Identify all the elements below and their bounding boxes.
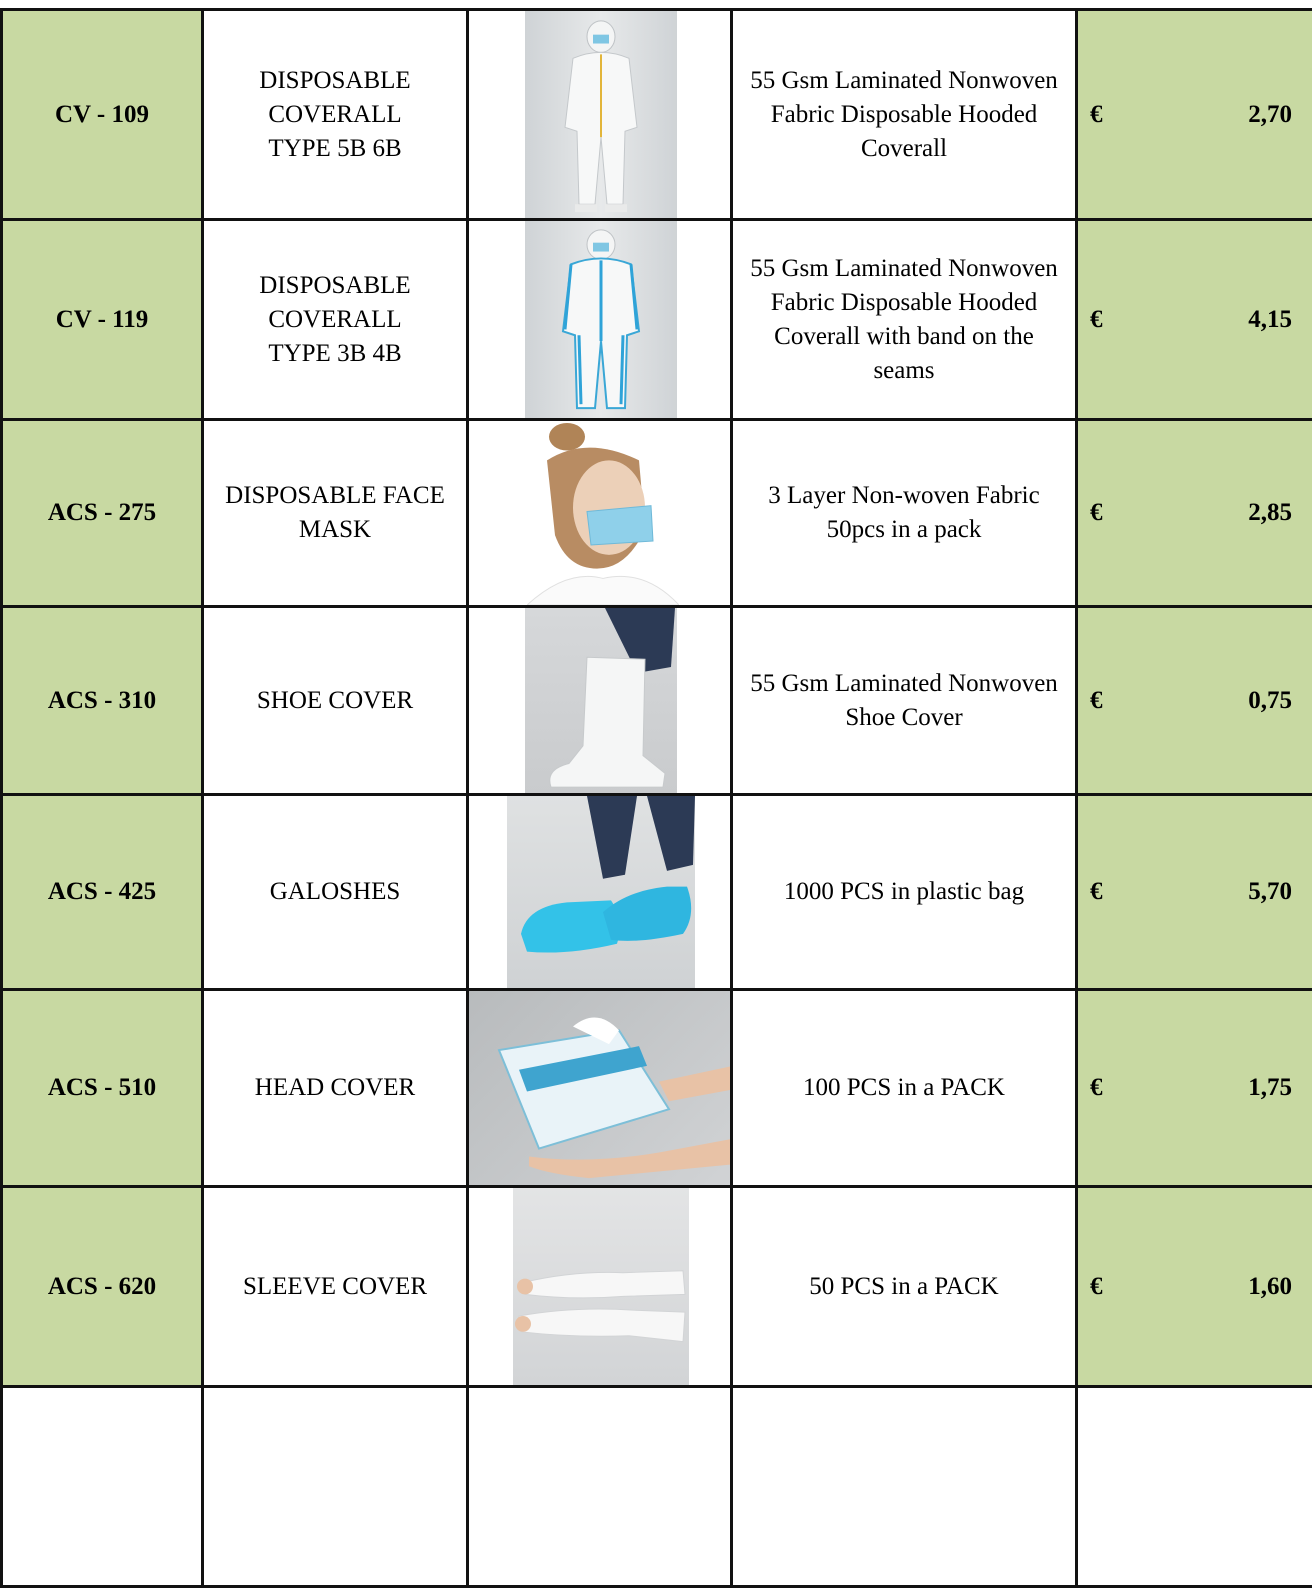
description-line: 3 Layer Non-woven Fabric (733, 479, 1075, 513)
currency-symbol: € (1090, 101, 1103, 129)
product-image-cell (468, 1187, 732, 1387)
table-row (2, 420, 1312, 607)
product-image-cell (468, 10, 732, 220)
product-description (732, 607, 1077, 795)
product-image-cell (468, 795, 732, 990)
product-price (1077, 990, 1312, 1187)
product-code: ACS - 310 (2, 607, 203, 795)
currency-symbol: € (1090, 1074, 1103, 1102)
product-code: CV - 119 (2, 220, 203, 420)
face-mask-photo (527, 421, 679, 605)
product-image-cell (468, 420, 732, 607)
price-value: 5,70 (1248, 878, 1292, 906)
sleeve-cover-photo (513, 1188, 689, 1385)
product-code: CV - 109 (2, 10, 203, 220)
disposable-coverall-photo (525, 11, 677, 218)
currency-symbol: € (1090, 687, 1103, 715)
description-line: Shoe Cover (733, 701, 1075, 735)
description-line: Coverall (733, 132, 1075, 166)
product-price (1077, 10, 1312, 220)
price-value: 2,85 (1248, 499, 1292, 527)
empty-cell (1077, 1387, 1312, 1587)
product-description (732, 420, 1077, 607)
product-name-line: DISPOSABLE FACE (204, 479, 466, 513)
product-name-line: DISPOSABLE (204, 64, 466, 98)
description-line: seams (733, 354, 1075, 388)
product-image-cell (468, 220, 732, 420)
product-name (203, 607, 468, 795)
product-description (732, 795, 1077, 990)
price-value: 1,60 (1248, 1273, 1292, 1301)
product-code: ACS - 425 (2, 795, 203, 990)
product-name (203, 795, 468, 990)
table-row (2, 990, 1312, 1187)
description-line: 50pcs in a pack (733, 513, 1075, 547)
product-name (203, 220, 468, 420)
price-value: 1,75 (1248, 1074, 1292, 1102)
price-value: 0,75 (1248, 687, 1292, 715)
description-line: 100 PCS in a PACK (733, 1071, 1075, 1105)
product-name-line: HEAD COVER (204, 1071, 466, 1105)
table-row (2, 795, 1312, 990)
product-name (203, 990, 468, 1187)
empty-cell (468, 1387, 732, 1587)
empty-cell (732, 1387, 1077, 1587)
product-name-line: DISPOSABLE (204, 269, 466, 303)
product-price (1077, 607, 1312, 795)
description-line: 55 Gsm Laminated Nonwoven (733, 667, 1075, 701)
product-name-line: GALOSHES (204, 875, 466, 909)
product-name-line: TYPE 3B 4B (204, 337, 466, 371)
description-line: 55 Gsm Laminated Nonwoven (733, 252, 1075, 286)
galoshes-photo (507, 796, 695, 988)
table-row (2, 607, 1312, 795)
table-row (2, 1187, 1312, 1387)
description-line: Fabric Disposable Hooded (733, 98, 1075, 132)
product-code: ACS - 620 (2, 1187, 203, 1387)
head-cover-photo (469, 991, 732, 1185)
price-value: 4,15 (1248, 306, 1292, 334)
description-line: 55 Gsm Laminated Nonwoven (733, 64, 1075, 98)
product-name-line: MASK (204, 513, 466, 547)
table-row (2, 10, 1312, 220)
product-description (732, 1187, 1077, 1387)
description-line: 1000 PCS in plastic bag (733, 875, 1075, 909)
product-name-line: SLEEVE COVER (204, 1270, 466, 1304)
product-description (732, 220, 1077, 420)
shoe-cover-photo (525, 608, 677, 793)
product-name (203, 1187, 468, 1387)
product-price (1077, 795, 1312, 990)
product-image-cell (468, 607, 732, 795)
product-price (1077, 1187, 1312, 1387)
product-description (732, 10, 1077, 220)
currency-symbol: € (1090, 499, 1103, 527)
product-name (203, 10, 468, 220)
empty-cell (2, 1387, 203, 1587)
description-line: Coverall with band on the (733, 320, 1075, 354)
product-price-table (0, 8, 1312, 1588)
currency-symbol: € (1090, 1273, 1103, 1301)
description-line: 50 PCS in a PACK (733, 1270, 1075, 1304)
empty-table-row (2, 1387, 1312, 1587)
product-description (732, 990, 1077, 1187)
currency-symbol: € (1090, 878, 1103, 906)
product-price (1077, 220, 1312, 420)
taped-coverall-photo (525, 221, 677, 418)
empty-cell (203, 1387, 468, 1587)
price-value: 2,70 (1248, 101, 1292, 129)
description-line: Fabric Disposable Hooded (733, 286, 1075, 320)
product-name-line: COVERALL (204, 98, 466, 132)
product-name (203, 420, 468, 607)
product-price (1077, 420, 1312, 607)
table-row (2, 220, 1312, 420)
product-code: ACS - 510 (2, 990, 203, 1187)
currency-symbol: € (1090, 306, 1103, 334)
product-code: ACS - 275 (2, 420, 203, 607)
product-image-cell (468, 990, 732, 1187)
product-name-line: COVERALL (204, 303, 466, 337)
product-name-line: TYPE 5B 6B (204, 132, 466, 166)
product-name-line: SHOE COVER (204, 684, 466, 718)
